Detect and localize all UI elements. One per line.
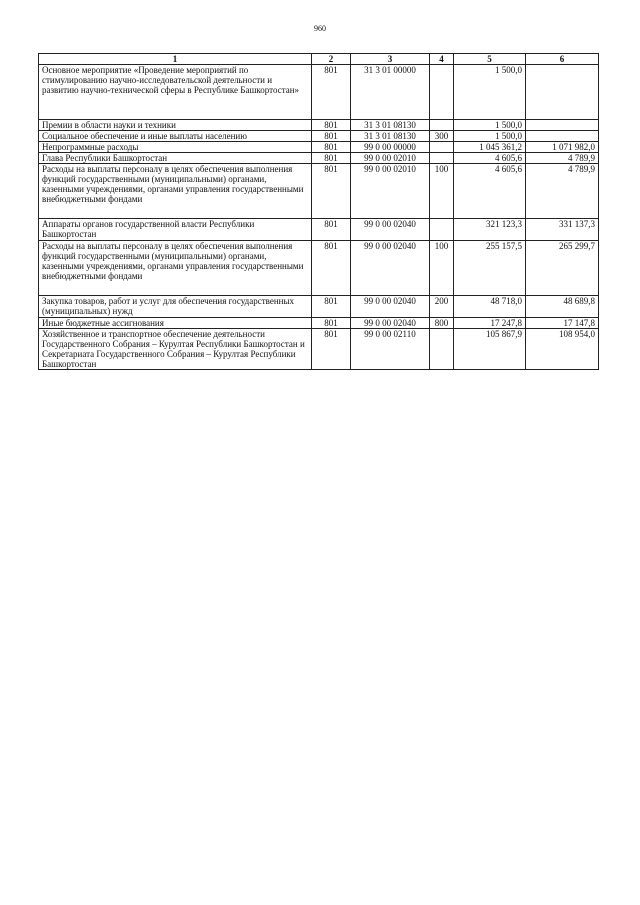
row-value5-cell: 1 045 361,2 (454, 142, 526, 153)
table-row (39, 219, 599, 241)
row-code2-cell: 801 (312, 131, 351, 142)
row-value5-cell: 4 605,6 (454, 164, 526, 219)
row-name-cell: Премии в области науки и техники (39, 120, 312, 131)
row-code3-cell: 99 0 00 02040 (351, 241, 430, 296)
row-name-cell: Аппараты органов государственной власти Республики Башкортостан (39, 219, 312, 241)
row-value5-cell: 1 500,0 (454, 131, 526, 142)
row-value6-cell (526, 65, 599, 120)
row-code2-cell: 801 (312, 296, 351, 318)
row-name-cell: Непрограммные расходы (39, 142, 312, 153)
row-value6-cell: 331 137,3 (526, 219, 599, 241)
row-name-cell: Хозяйственное и транспортное обеспечение деятельности Государственного Собрания – Курултая Республики Башкортостан и Секретариата Государственного Собрания – Курултая Республики Башкортостан (39, 329, 312, 370)
row-code4-cell: 800 (430, 318, 454, 329)
row-code4-cell: 200 (430, 296, 454, 318)
row-code3-cell: 99 0 00 02040 (351, 296, 430, 318)
column-header: 4 (430, 54, 454, 65)
row-code4-cell (430, 153, 454, 164)
column-header: 6 (526, 54, 599, 65)
row-code2-cell: 801 (312, 318, 351, 329)
row-value6-cell: 108 954,0 (526, 329, 599, 370)
row-code4-cell (430, 120, 454, 131)
table-body (39, 65, 599, 370)
row-code2-cell: 801 (312, 241, 351, 296)
row-name-cell: Социальное обеспечение и иные выплаты населению (39, 131, 312, 142)
row-value5-cell: 105 867,9 (454, 329, 526, 370)
column-header: 5 (454, 54, 526, 65)
row-name-cell: Глава Республики Башкортостан (39, 153, 312, 164)
row-code2-cell: 801 (312, 65, 351, 120)
budget-table (38, 53, 599, 370)
table-row (39, 296, 599, 318)
row-value6-cell (526, 120, 599, 131)
row-code2-cell: 801 (312, 142, 351, 153)
table-row (39, 131, 599, 142)
page-number: 960 (314, 24, 326, 33)
row-value6-cell (526, 131, 599, 142)
row-code3-cell: 31 3 01 08130 (351, 120, 430, 131)
row-code3-cell: 31 3 01 08130 (351, 131, 430, 142)
row-code3-cell: 99 0 00 02040 (351, 318, 430, 329)
row-code3-cell: 99 0 00 02010 (351, 153, 430, 164)
row-code3-cell: 31 3 01 00000 (351, 65, 430, 120)
table-row (39, 318, 599, 329)
row-code4-cell (430, 142, 454, 153)
row-value5-cell: 17 247,8 (454, 318, 526, 329)
row-value6-cell: 4 789,9 (526, 153, 599, 164)
table-row (39, 241, 599, 296)
row-value6-cell: 1 071 982,0 (526, 142, 599, 153)
row-name-cell: Расходы на выплаты персоналу в целях обеспечения выполнения функций государственными (муниципальными) органами, казенными учреждениями, органами управления государственными внебюджетными фондами (39, 241, 312, 296)
row-code4-cell: 300 (430, 131, 454, 142)
column-header: 3 (351, 54, 430, 65)
row-value6-cell: 265 299,7 (526, 241, 599, 296)
table-row (39, 65, 599, 120)
row-value6-cell: 4 789,9 (526, 164, 599, 219)
row-code2-cell: 801 (312, 164, 351, 219)
table-header-row (39, 54, 599, 65)
table-row (39, 153, 599, 164)
row-code2-cell: 801 (312, 329, 351, 370)
table-row (39, 120, 599, 131)
row-name-cell: Иные бюджетные ассигнования (39, 318, 312, 329)
row-code3-cell: 99 0 00 02110 (351, 329, 430, 370)
row-name-cell: Основное мероприятие «Проведение мероприятий по стимулированию научно-исследовательской деятельности и развитию научно-технической сферы в Республике Башкортостан» (39, 65, 312, 120)
row-code4-cell (430, 219, 454, 241)
row-code4-cell (430, 329, 454, 370)
row-code4-cell: 100 (430, 164, 454, 219)
row-value5-cell: 4 605,6 (454, 153, 526, 164)
row-code3-cell: 99 0 00 02040 (351, 219, 430, 241)
row-code2-cell: 801 (312, 219, 351, 241)
row-name-cell: Закупка товаров, работ и услуг для обеспечения государственных (муниципальных) нужд (39, 296, 312, 318)
column-header: 1 (39, 54, 312, 65)
row-value6-cell: 48 689,8 (526, 296, 599, 318)
row-value5-cell: 1 500,0 (454, 120, 526, 131)
row-code4-cell (430, 65, 454, 120)
table-row (39, 142, 599, 153)
column-header: 2 (312, 54, 351, 65)
row-value5-cell: 48 718,0 (454, 296, 526, 318)
table-row (39, 164, 599, 219)
row-code4-cell: 100 (430, 241, 454, 296)
row-code2-cell: 801 (312, 120, 351, 131)
row-code3-cell: 99 0 00 00000 (351, 142, 430, 153)
row-name-cell: Расходы на выплаты персоналу в целях обеспечения выполнения функций государственными (муниципальными) органами, казенными учреждениями, органами управления государственными внебюджетными фондами (39, 164, 312, 219)
row-code2-cell: 801 (312, 153, 351, 164)
row-code3-cell: 99 0 00 02010 (351, 164, 430, 219)
row-value6-cell: 17 147,8 (526, 318, 599, 329)
row-value5-cell: 321 123,3 (454, 219, 526, 241)
row-value5-cell: 255 157,5 (454, 241, 526, 296)
table-row (39, 329, 599, 370)
row-value5-cell: 1 500,0 (454, 65, 526, 120)
